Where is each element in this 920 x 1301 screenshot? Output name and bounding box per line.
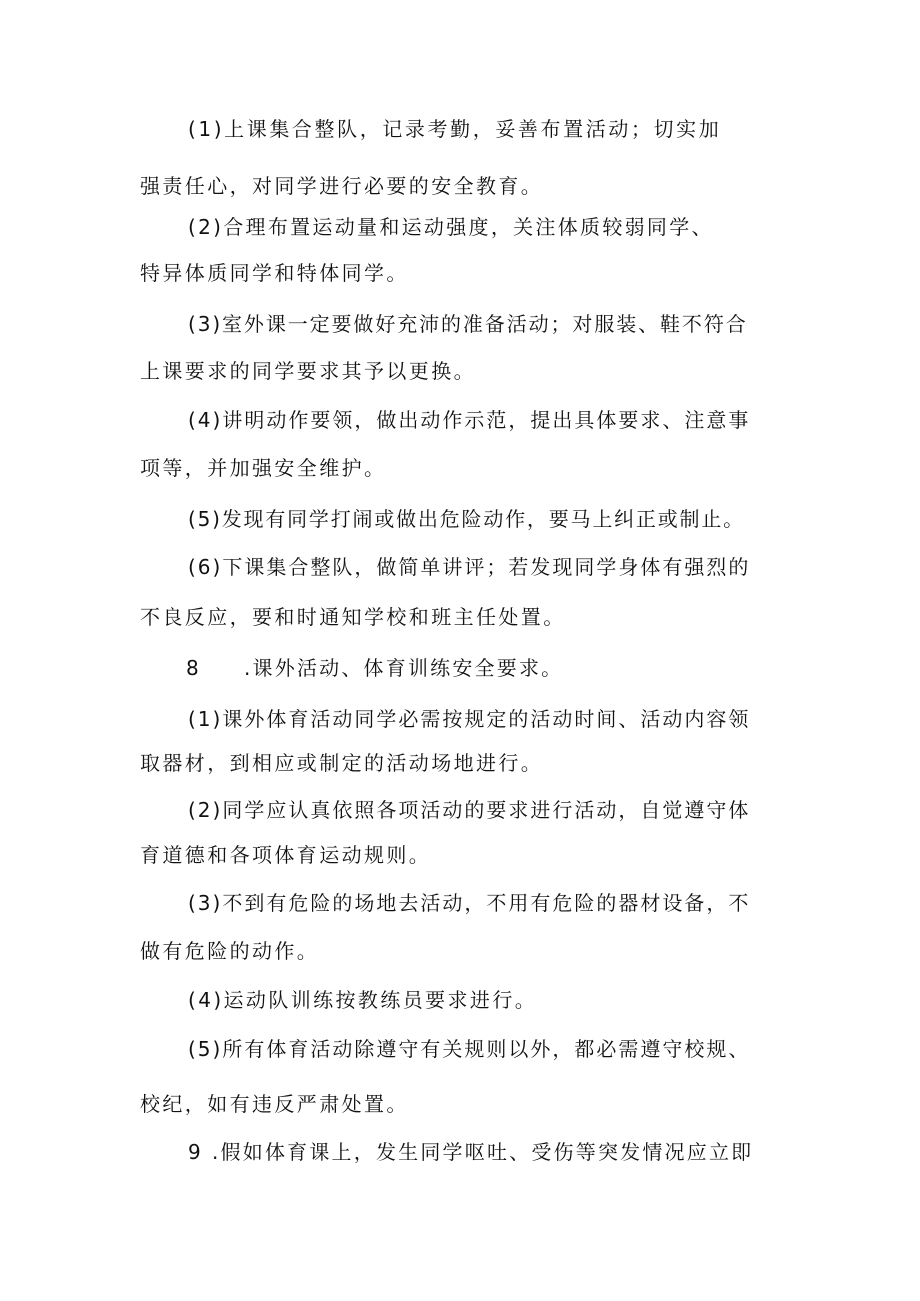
text-line: (1)课外体育活动同学必需按规定的活动时间、活动内容领 [188, 707, 751, 731]
text-line: (2)同学应认真依照各项活动的要求进行活动，自觉遵守体 [188, 798, 751, 822]
text-line: (5)所有体育活动除遵守有关规则以外，都必需遵守校规、 [188, 1037, 751, 1061]
text-line: (3)室外课一定要做好充沛的准备活动；对服装、鞋不符合 [188, 312, 748, 336]
text-line: 上课要求的同学要求其予以更换。 [140, 359, 476, 383]
section-heading: .课外活动、体育训练安全要求。 [244, 656, 564, 680]
text-line: 不良反应，要和时通知学校和班主任处置。 [140, 605, 566, 629]
text-line: 项等，并加强安全维护。 [140, 456, 387, 480]
text-line: 强责任心，对同学进行必要的安全教育。 [140, 174, 544, 198]
text-line: 做有危险的动作。 [140, 939, 320, 963]
text-line: (3)不到有危险的场地去活动，不用有危险的器材设备，不 [188, 891, 751, 915]
text-line: (4)运动队训练按教练员要求进行。 [188, 988, 538, 1012]
text-line: 取器材，到相应或制定的活动场地进行。 [140, 751, 544, 775]
text-line: 校纪，如有违反严肃处置。 [140, 1092, 409, 1116]
text-line: (1)上课集合整队，记录考勤，妥善布置活动；切实加 [188, 117, 722, 141]
section-number: 8 [186, 656, 199, 680]
text-line: (6)下课集合整队，做简单讲评；若发现同学身体有强烈的 [188, 555, 751, 579]
text-line: 育道德和各项体育运动规则。 [140, 843, 432, 867]
text-line: (2)合理布置运动量和运动强度，关注体质较弱同学、 [188, 215, 714, 239]
text-line: (5)发现有同学打闹或做出危险动作，要马上纠正或制止。 [188, 507, 745, 531]
section-number: 9 [188, 1140, 201, 1164]
section-heading: .假如体育课上，发生同学呕吐、受伤等突发情况应立即 [212, 1140, 754, 1164]
text-line: 特异体质同学和特体同学。 [140, 261, 409, 285]
text-line: (4)讲明动作要领，做出动作示范，提出具体要求、注意事 [188, 408, 751, 432]
